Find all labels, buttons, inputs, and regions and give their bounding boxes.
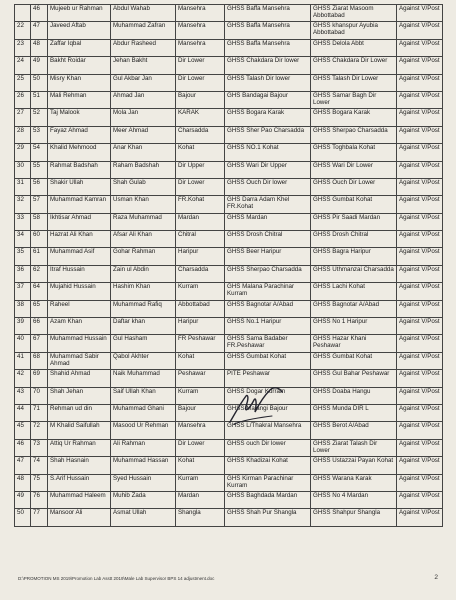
name-cell: Mujeeb ur Rahman (48, 5, 111, 22)
present-station-cell: GHSS Baffa Mansehra (225, 5, 311, 22)
seniority-number-cell: 55 (31, 161, 48, 178)
seniority-number-cell: 61 (31, 248, 48, 265)
remarks-cell: Against V/Post (397, 248, 443, 265)
name-cell: Itraf Hussain (48, 265, 111, 282)
name-cell: Javeed Aftab (48, 22, 111, 39)
remarks-cell: Against V/Post (397, 387, 443, 404)
posted-to-cell: GHSS Munda DIR L (311, 404, 397, 421)
present-station-cell: GHSS Malangi Bajour (225, 404, 311, 421)
remarks-cell: Against V/Post (397, 161, 443, 178)
name-cell: Attiq Ur Rahman (48, 439, 111, 456)
table-row (15, 352, 443, 369)
district-cell: Kurram (176, 474, 225, 491)
name-cell: Rahmat Badshah (48, 161, 111, 178)
posted-to-cell: GHSS Delola Abbt (311, 39, 397, 56)
posted-to-cell: GHSS Drosh Chitral (311, 231, 397, 248)
seniority-number-cell: 46 (31, 5, 48, 22)
district-cell: Charsadda (176, 126, 225, 143)
father-name-cell: Afsar Ali Khan (111, 231, 176, 248)
remarks-cell: Against V/Post (397, 422, 443, 439)
table-row (15, 91, 443, 108)
district-cell: FR Peshawar (176, 335, 225, 352)
district-cell: Kurram (176, 283, 225, 300)
father-name-cell: Muhammad Ghani (111, 404, 176, 421)
remarks-cell: Against V/Post (397, 300, 443, 317)
serial-number-cell: 48 (15, 474, 31, 491)
table-row (15, 178, 443, 195)
father-name-cell: Ali Rahman (111, 439, 176, 456)
father-name-cell: Abdur Rasheed (111, 39, 176, 56)
seniority-number-cell: 53 (31, 126, 48, 143)
seniority-number-cell: 64 (31, 283, 48, 300)
serial-number-cell: 38 (15, 300, 31, 317)
remarks-cell: Against V/Post (397, 265, 443, 282)
name-cell: Shakir Ullah (48, 178, 111, 195)
father-name-cell: Meer Ahmad (111, 126, 176, 143)
posted-to-cell: GHSS Pir Saadi Mardan (311, 213, 397, 230)
table-row (15, 161, 443, 178)
remarks-cell: Against V/Post (397, 283, 443, 300)
seniority-number-cell: 68 (31, 352, 48, 369)
posted-to-cell: GHSS Bogara Karak (311, 109, 397, 126)
serial-number-cell: 29 (15, 144, 31, 161)
name-cell: Shah Jehan (48, 387, 111, 404)
posted-to-cell: GHSS Doaba Hangu (311, 387, 397, 404)
district-cell: Mardan (176, 491, 225, 508)
present-station-cell: GHSS Ouch Dir lower (225, 178, 311, 195)
present-station-cell: GHSS Baghdada Mardan (225, 491, 311, 508)
footer-file-path: D:\PROMOTION MS 2019\Promotion Lab Asstt 2019\Male Lab Supervisor BPS 14 adjustment.doc (18, 576, 215, 581)
remarks-cell: Against V/Post (397, 318, 443, 335)
present-station-cell: GHS Malana Parachinar Kurram (225, 283, 311, 300)
name-cell: Mali Rehman (48, 91, 111, 108)
father-name-cell: Daftar khan (111, 318, 176, 335)
serial-number-cell: 43 (15, 387, 31, 404)
present-station-cell: GHSS Sherpao Charsadda (225, 265, 311, 282)
district-cell: Mansehra (176, 5, 225, 22)
serial-number-cell: 25 (15, 74, 31, 91)
present-station-cell: GHS Bandagai Bajour (225, 91, 311, 108)
father-name-cell: Ahmad Jan (111, 91, 176, 108)
seniority-number-cell: 49 (31, 57, 48, 74)
name-cell: Khalid Mehmood (48, 144, 111, 161)
table-row (15, 57, 443, 74)
present-station-cell: GHSS NO.1 Kohat (225, 144, 311, 161)
present-station-cell: GHSS Shah Pur Shangla (225, 509, 311, 526)
present-station-cell: PITE Peshawar (225, 370, 311, 387)
serial-number-cell: 36 (15, 265, 31, 282)
father-name-cell: Mola Jan (111, 109, 176, 126)
district-cell: Mardan (176, 213, 225, 230)
district-cell: Dir Lower (176, 178, 225, 195)
serial-number-cell: 46 (15, 439, 31, 456)
district-cell: Mansehra (176, 39, 225, 56)
present-station-cell: GHSS Sher Pao Charsadda (225, 126, 311, 143)
seniority-number-cell: 56 (31, 178, 48, 195)
serial-number-cell: 34 (15, 231, 31, 248)
serial-number-cell: 22 (15, 22, 31, 39)
table-row (15, 126, 443, 143)
seniority-number-cell: 47 (31, 22, 48, 39)
district-cell: KARAK (176, 109, 225, 126)
serial-number-cell: 37 (15, 283, 31, 300)
district-cell: FR.Kohat (176, 196, 225, 213)
father-name-cell: Gohar Rahman (111, 248, 176, 265)
father-name-cell: Muhammad Zafran (111, 22, 176, 39)
district-cell: Kohat (176, 144, 225, 161)
father-name-cell: Usman Khan (111, 196, 176, 213)
posted-to-cell: GHSS Wari Dir Lower (311, 161, 397, 178)
posted-to-cell: GHSS Bagnotar A/Abad (311, 300, 397, 317)
table-row (15, 491, 443, 508)
remarks-cell: Against V/Post (397, 57, 443, 74)
serial-number-cell: 42 (15, 370, 31, 387)
serial-number-cell: 23 (15, 39, 31, 56)
remarks-cell: Against V/Post (397, 74, 443, 91)
posted-to-cell: GHSS No 1 Haripur (311, 318, 397, 335)
table-row (15, 248, 443, 265)
serial-number-cell: 35 (15, 248, 31, 265)
district-cell: Shangla (176, 509, 225, 526)
remarks-cell: Against V/Post (397, 474, 443, 491)
adjustment-table (14, 4, 443, 527)
serial-number-cell: 24 (15, 57, 31, 74)
posted-to-cell: GHSS Uthmanzai Charsadda (311, 265, 397, 282)
present-station-cell: GHSS Chakdara Dir lower (225, 57, 311, 74)
name-cell: Muhammad Kamran (48, 196, 111, 213)
remarks-cell: Against V/Post (397, 352, 443, 369)
remarks-cell: Against V/Post (397, 178, 443, 195)
present-station-cell: GHSS Bagnotar A/Abad (225, 300, 311, 317)
posted-to-cell: GHSS Lachi Kohat (311, 283, 397, 300)
district-cell: Haripur (176, 248, 225, 265)
serial-number-cell: 26 (15, 91, 31, 108)
remarks-cell: Against V/Post (397, 457, 443, 474)
father-name-cell: Hashim Khan (111, 283, 176, 300)
serial-number-cell: 28 (15, 126, 31, 143)
remarks-cell: Against V/Post (397, 213, 443, 230)
father-name-cell: Syed Hussain (111, 474, 176, 491)
seniority-number-cell: 77 (31, 509, 48, 526)
district-cell: Dir Upper (176, 161, 225, 178)
remarks-cell: Against V/Post (397, 109, 443, 126)
serial-number-cell: 33 (15, 213, 31, 230)
seniority-number-cell: 73 (31, 439, 48, 456)
remarks-cell: Against V/Post (397, 231, 443, 248)
remarks-cell: Against V/Post (397, 144, 443, 161)
remarks-cell: Against V/Post (397, 404, 443, 421)
father-name-cell: Raham Badshah (111, 161, 176, 178)
name-cell: Muhammad Asif (48, 248, 111, 265)
seniority-number-cell: 67 (31, 335, 48, 352)
father-name-cell: Raza Muhammad (111, 213, 176, 230)
serial-number-cell: 41 (15, 352, 31, 369)
present-station-cell: GHSS Khadizai Kohat (225, 457, 311, 474)
table-row (15, 144, 443, 161)
father-name-cell: Muhammad Hassan (111, 457, 176, 474)
remarks-cell: Against V/Post (397, 335, 443, 352)
present-station-cell: GHS Kirman Parachinar Kurram (225, 474, 311, 491)
father-name-cell: Asmat Ullah (111, 509, 176, 526)
present-station-cell: GHSS Baffa Mansehra (225, 22, 311, 39)
name-cell: Taj Malook (48, 109, 111, 126)
seniority-number-cell: 66 (31, 318, 48, 335)
table-row (15, 39, 443, 56)
remarks-cell: Against V/Post (397, 39, 443, 56)
seniority-number-cell: 65 (31, 300, 48, 317)
father-name-cell: Abdul Wahab (111, 5, 176, 22)
district-cell: Dir Lower (176, 57, 225, 74)
seniority-number-cell: 71 (31, 404, 48, 421)
posted-to-cell: GHSS Sherpao Charsadda (311, 126, 397, 143)
handwritten-signature (226, 382, 286, 430)
present-station-cell: GHSS Talash Dir lower (225, 74, 311, 91)
seniority-number-cell: 69 (31, 370, 48, 387)
present-station-cell: GHSS Baffa Mansehra (225, 39, 311, 56)
remarks-cell: Against V/Post (397, 5, 443, 22)
district-cell: Abbottabad (176, 300, 225, 317)
name-cell: Ikhtisar Ahmad (48, 213, 111, 230)
seniority-number-cell: 51 (31, 91, 48, 108)
name-cell: Shahid Ahmad (48, 370, 111, 387)
father-name-cell: Zain ul Abdin (111, 265, 176, 282)
name-cell: Mujahid Hussain (48, 283, 111, 300)
present-station-cell: GHSS Dogar Kurram (225, 387, 311, 404)
father-name-cell: Masood Ur Rehman (111, 422, 176, 439)
posted-to-cell: GHSS khanspur Ayubia Abbottabad (311, 22, 397, 39)
name-cell: Muhammad Haleem (48, 491, 111, 508)
seniority-number-cell: 52 (31, 109, 48, 126)
serial-number-cell (15, 5, 31, 22)
seniority-number-cell: 50 (31, 74, 48, 91)
present-station-cell: GHSS Mardan (225, 213, 311, 230)
posted-to-cell: GHSS Gumbat Kohat (311, 352, 397, 369)
table-row (15, 109, 443, 126)
table-row (15, 213, 443, 230)
name-cell: Muhammad Sabir Ahmad (48, 352, 111, 369)
table-row (15, 457, 443, 474)
serial-number-cell: 32 (15, 196, 31, 213)
posted-to-cell: GHSS Hazar Khani Peshawar (311, 335, 397, 352)
serial-number-cell: 47 (15, 457, 31, 474)
table-row (15, 474, 443, 491)
district-cell: Bajour (176, 91, 225, 108)
district-cell: Kurram (176, 387, 225, 404)
remarks-cell: Against V/Post (397, 22, 443, 39)
father-name-cell: Gul Akbar Jan (111, 74, 176, 91)
present-station-cell: GHSS Drosh Chitral (225, 231, 311, 248)
remarks-cell: Against V/Post (397, 196, 443, 213)
serial-number-cell: 27 (15, 109, 31, 126)
table-row (15, 318, 443, 335)
father-name-cell: Gul Hasham (111, 335, 176, 352)
posted-to-cell: GHSS Shahpur Shangla (311, 509, 397, 526)
seniority-number-cell: 74 (31, 457, 48, 474)
district-cell: Charsadda (176, 265, 225, 282)
district-cell: Haripur (176, 318, 225, 335)
table-row (15, 74, 443, 91)
table-row (15, 300, 443, 317)
serial-number-cell: 40 (15, 335, 31, 352)
posted-to-cell: GHSS No 4 Mardan (311, 491, 397, 508)
father-name-cell: Qabol Akhter (111, 352, 176, 369)
remarks-cell: Against V/Post (397, 91, 443, 108)
seniority-number-cell: 58 (31, 213, 48, 230)
father-name-cell: Anar Khan (111, 144, 176, 161)
father-name-cell: Muhammad Rafiq (111, 300, 176, 317)
posted-to-cell: GHSS Warana Karak (311, 474, 397, 491)
seniority-number-cell: 48 (31, 39, 48, 56)
remarks-cell: Against V/Post (397, 491, 443, 508)
posted-to-cell: GHSS Bagra Haripur (311, 248, 397, 265)
seniority-number-cell: 54 (31, 144, 48, 161)
name-cell: M Khalid Saifullah (48, 422, 111, 439)
seniority-number-cell: 60 (31, 231, 48, 248)
father-name-cell: Shah Gulab (111, 178, 176, 195)
posted-to-cell: GHSS Ouch Dir Lower (311, 178, 397, 195)
posted-to-cell: GHSS Gumbat Kohat (311, 196, 397, 213)
table-row (15, 265, 443, 282)
posted-to-cell: GHSS Ziarat Masoom Abbottabad (311, 5, 397, 22)
posted-to-cell: GHSS Toghbala Kohat (311, 144, 397, 161)
father-name-cell: Muhib Zada (111, 491, 176, 508)
seniority-number-cell: 70 (31, 387, 48, 404)
name-cell: S.Arif Hussain (48, 474, 111, 491)
name-cell: Misry Khan (48, 74, 111, 91)
present-station-cell: GHSS Beer Haripur (225, 248, 311, 265)
name-cell: Bakht Roidar (48, 57, 111, 74)
seniority-number-cell: 72 (31, 422, 48, 439)
district-cell: Peshawar (176, 370, 225, 387)
district-cell: Kohat (176, 352, 225, 369)
table-row (15, 196, 443, 213)
district-cell: Mansehra (176, 422, 225, 439)
district-cell: Kohat (176, 457, 225, 474)
serial-number-cell: 39 (15, 318, 31, 335)
page-number: 2 (434, 574, 438, 581)
table-row (15, 283, 443, 300)
name-cell: Rehman ud din (48, 404, 111, 421)
table-row (15, 22, 443, 39)
serial-number-cell: 31 (15, 178, 31, 195)
district-cell: Dir Lower (176, 74, 225, 91)
posted-to-cell: GHSS Talash Dir Lower (311, 74, 397, 91)
name-cell: Hazrat Ali Khan (48, 231, 111, 248)
name-cell: Fayaz Ahmad (48, 126, 111, 143)
posted-to-cell: GHSS Ustazzai Payan Kohat (311, 457, 397, 474)
posted-to-cell: GHSS Ziarat Talash Dir Lower (311, 439, 397, 456)
posted-to-cell: GHSS Berot A/Abad (311, 422, 397, 439)
present-station-cell: GHSS Bogara Karak (225, 109, 311, 126)
serial-number-cell: 50 (15, 509, 31, 526)
seniority-number-cell: 62 (31, 265, 48, 282)
posted-to-cell: GHSS Chakdara Dir Lower (311, 57, 397, 74)
table-row (15, 335, 443, 352)
district-cell: Dir Lower (176, 439, 225, 456)
table-row (15, 231, 443, 248)
father-name-cell: Jehan Bakht (111, 57, 176, 74)
father-name-cell: Naik Muhammad (111, 370, 176, 387)
district-cell: Chitral (176, 231, 225, 248)
table-row (15, 509, 443, 526)
name-cell: Muhammad Hussain (48, 335, 111, 352)
remarks-cell: Against V/Post (397, 509, 443, 526)
name-cell: Mansoor Ali (48, 509, 111, 526)
table-row (15, 439, 443, 456)
seniority-number-cell: 57 (31, 196, 48, 213)
district-cell: Bajour (176, 404, 225, 421)
present-station-cell: GHSS Sama Badaber FR.Peshawar (225, 335, 311, 352)
name-cell: Shah Hasnain (48, 457, 111, 474)
seniority-number-cell: 75 (31, 474, 48, 491)
serial-number-cell: 30 (15, 161, 31, 178)
district-cell: Mansehra (176, 22, 225, 39)
present-station-cell: GHS Darra Adam Khel FR.Kohat (225, 196, 311, 213)
seniority-number-cell: 76 (31, 491, 48, 508)
remarks-cell: Against V/Post (397, 439, 443, 456)
table-body (15, 5, 443, 527)
present-station-cell: GHSS Wari Dir Upper (225, 161, 311, 178)
remarks-cell: Against V/Post (397, 126, 443, 143)
serial-number-cell: 49 (15, 491, 31, 508)
remarks-cell: Against V/Post (397, 370, 443, 387)
present-station-cell: GHSS Gumbat Kohat (225, 352, 311, 369)
posted-to-cell: GHSS Gul Bahar Peshawar (311, 370, 397, 387)
name-cell: Zaffar Iqbal (48, 39, 111, 56)
name-cell: Azam Khan (48, 318, 111, 335)
table-row (15, 5, 443, 22)
serial-number-cell: 45 (15, 422, 31, 439)
present-station-cell: GHSS No.1 Haripur (225, 318, 311, 335)
father-name-cell: Saif Ullah Khan (111, 387, 176, 404)
posted-to-cell: GHSS Samar Bagh Dir Lower (311, 91, 397, 108)
present-station-cell: GHSS L/Thakral Mansehra (225, 422, 311, 439)
serial-number-cell: 44 (15, 404, 31, 421)
present-station-cell: GHSS ouch Dir lower (225, 439, 311, 456)
name-cell: Raheel (48, 300, 111, 317)
